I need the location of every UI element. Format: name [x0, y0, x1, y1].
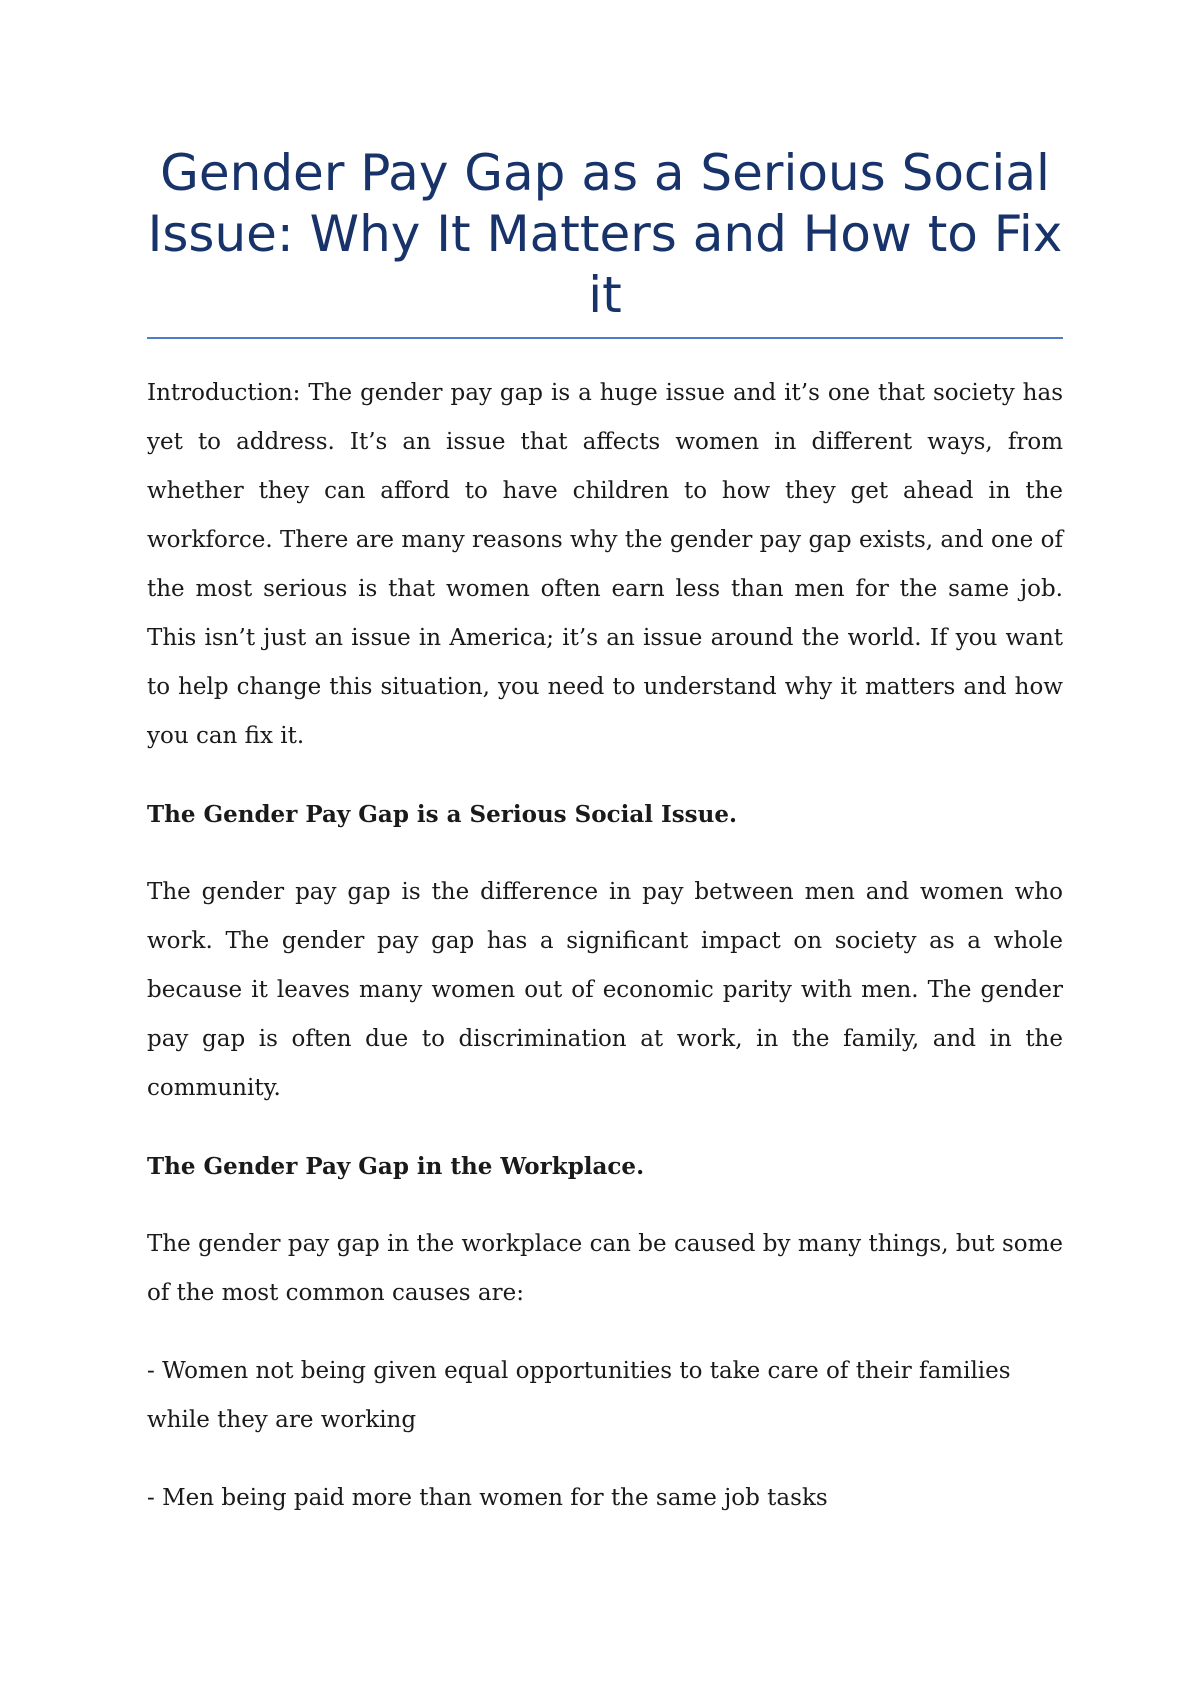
list-item: - Men being paid more than women for the same job tasks: [147, 1485, 828, 1511]
section-heading-serious-issue: The Gender Pay Gap is a Serious Social Issue.: [147, 801, 737, 828]
section-heading-workplace: The Gender Pay Gap in the Workplace.: [147, 1153, 645, 1180]
document-title: Gender Pay Gap as a Serious Social Issue: Why It Matters and How to Fix it: [147, 144, 1063, 324]
title-divider: [147, 337, 1063, 339]
section-paragraph-serious-issue: The gender pay gap is the difference in pay between men and women who work. The gender pay gap has a significant impact on society as a whole because it leaves many women out of economic parity with men. The gender pay gap is often due to discrimination at work, in the family, and in the community.: [147, 879, 1063, 1101]
list-item: - Women not being given equal opportunities to take care of their families while they are working: [147, 1358, 1011, 1433]
intro-paragraph: Introduction: The gender pay gap is a huge issue and it’s one that society has yet to address. It’s an issue that affects women in different ways, from whether they can afford to have children to how they get ahead in the workforce. There are many reasons why the gender pay gap exists, and one of the most serious is that women often earn less than men for the same job. This isn’t just an issue in America; it’s an issue around the world. If you want to help change this situation, you need to understand why it matters and how you can fix it.: [147, 380, 1063, 749]
document-body: [147, 369, 1063, 1552]
section-paragraph-workplace: The gender pay gap in the workplace can be caused by many things, but some of the most common causes are:: [147, 1231, 1064, 1306]
